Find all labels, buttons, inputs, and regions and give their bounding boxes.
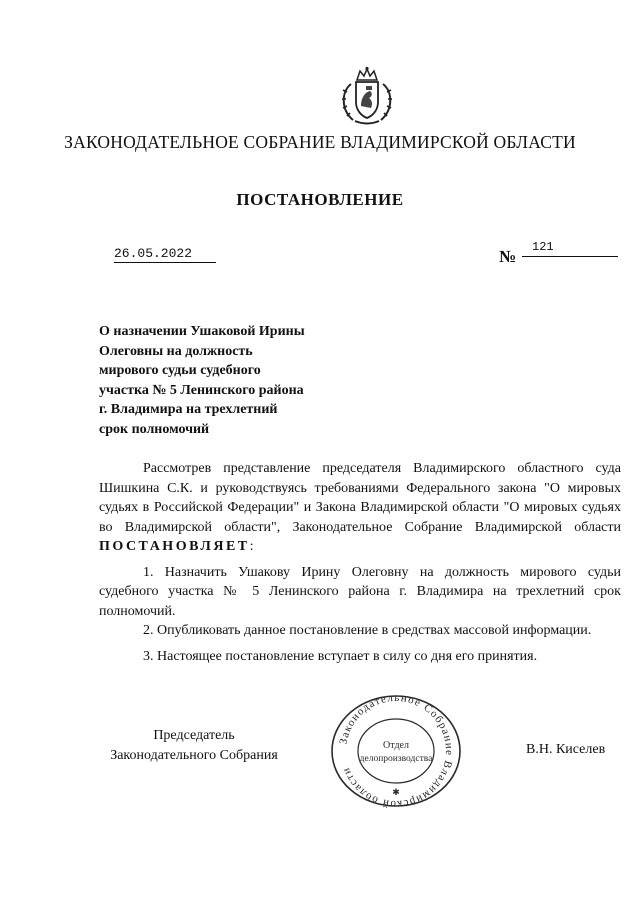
organization-title: ЗАКОНОДАТЕЛЬНОЕ СОБРАНИЕ ВЛАДИМИРСКОЙ ОБЛАСТИ <box>64 132 576 152</box>
decree-item-1: 1. Назначить Ушакову Ирину Олеговну на должность мирового судьи судебного участка № 5 Ленинского района г. Владимира на трехлетний срок полномочий. <box>99 564 621 619</box>
stamp-center-line1: Отдел <box>383 740 409 751</box>
document-number: 121 <box>522 240 618 257</box>
position-line: Председатель <box>153 728 235 743</box>
signatory-name: В.Н. Киселев <box>526 742 606 757</box>
subject-line: О назначении Ушаковой Ирины <box>99 324 305 339</box>
subject-line: Олеговны на должность <box>99 343 253 359</box>
decree-item-3: 3. Настоящее постановление вступает в силу со дня его принятия. <box>143 648 538 664</box>
stamp-center-line2: делопроизводства <box>359 754 433 764</box>
official-stamp-icon <box>326 692 466 810</box>
subject-line: участка № 5 Ленинского района <box>99 382 304 398</box>
subject-line: срок полномочий <box>99 421 210 437</box>
number-sign: № <box>499 247 517 266</box>
position-line: Законодательного Собрания <box>110 748 278 763</box>
svg-text:✱: ✱ <box>392 787 400 797</box>
document-date: 26.05.2022 <box>114 246 216 263</box>
decree-item-2: 2. Опубликовать данное постановление в средствах массовой информации. <box>143 623 592 638</box>
document-body <box>99 459 621 666</box>
signatory-position <box>99 726 289 766</box>
decree-colon: : <box>249 539 254 554</box>
document-type-title: ПОСТАНОВЛЕНИЕ <box>236 190 404 209</box>
preamble-paragraph <box>99 459 621 557</box>
preamble-text: Рассмотрев представление председателя Владимирского областного суда Шишкина С.К. и руководствуясь требованиями Федерального закона "О мировых судьях в Российской Федерации" и Закона Владимирской области "О мировых судьях во Владимирской области", Законодательное Собрание Владимирской области <box>99 461 621 535</box>
subject-line: мирового судьи судебного <box>99 363 261 378</box>
document-subject <box>99 322 379 439</box>
coat-of-arms-icon <box>335 66 399 126</box>
subject-line: г. Владимира на трехлетний <box>99 402 278 417</box>
stamp-ring-text: Законодательное Собрание Владимирской области <box>337 692 456 810</box>
decree-word: ПОСТАНОВЛЯЕТ <box>99 539 250 554</box>
